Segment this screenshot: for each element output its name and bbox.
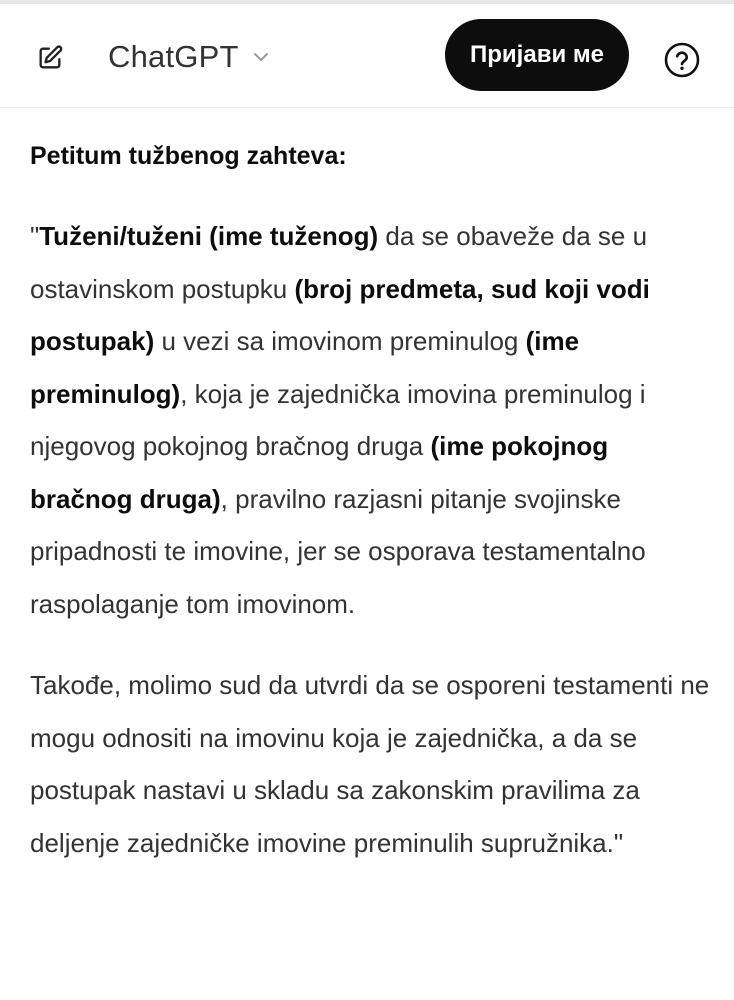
message-paragraph-2: Takođe, molimo sud da utvrdi da se osporeni testamenti ne mogu odnositi na imovinu koja je zajednička, a da se postupak nastavi u skladu sa zakonskim pravilima za deljenje zajedničke imovine preminulih supružnika." (30, 670, 710, 858)
new-chat-button[interactable] (30, 38, 70, 78)
chevron-down-icon (251, 47, 271, 67)
model-selector[interactable] (108, 34, 271, 80)
paragraph-text: u vezi sa imovinom preminulog (154, 326, 526, 356)
model-name: ChatGPT (108, 39, 239, 74)
message-paragraph-1 (30, 210, 710, 630)
login-button[interactable]: Пријави ме (445, 19, 629, 91)
deceased-name-placeholder: (ime preminulog) (30, 326, 580, 409)
top-bar (0, 4, 734, 108)
question-circle-icon (663, 41, 701, 79)
case-number-placeholder: (broj predmeta, sud koji vodi postupak) (30, 273, 650, 356)
paragraph-text: da se obaveže da se u ostavinskom postupku (30, 221, 648, 304)
message-heading: Petitum tužbenog zahteva: (30, 142, 347, 170)
help-button[interactable] (662, 40, 702, 80)
quote-open: " (30, 221, 40, 251)
assistant-message (30, 130, 710, 898)
spouse-name-placeholder: (ime pokojnog bračnog druga) (30, 431, 609, 514)
edit-icon (36, 44, 64, 72)
paragraph-text: , koja je zajednička imovina preminulog i njegovog pokojnog bračnog druga (30, 378, 646, 461)
paragraph-text: , pravilno razjasni pitanje svojinske pripadnosti te imovine, jer se osporava testamentalno raspolaganje tom imovinom. (30, 483, 646, 619)
defendant-placeholder: Tuženi/tuženi (ime tuženog) (39, 221, 379, 251)
